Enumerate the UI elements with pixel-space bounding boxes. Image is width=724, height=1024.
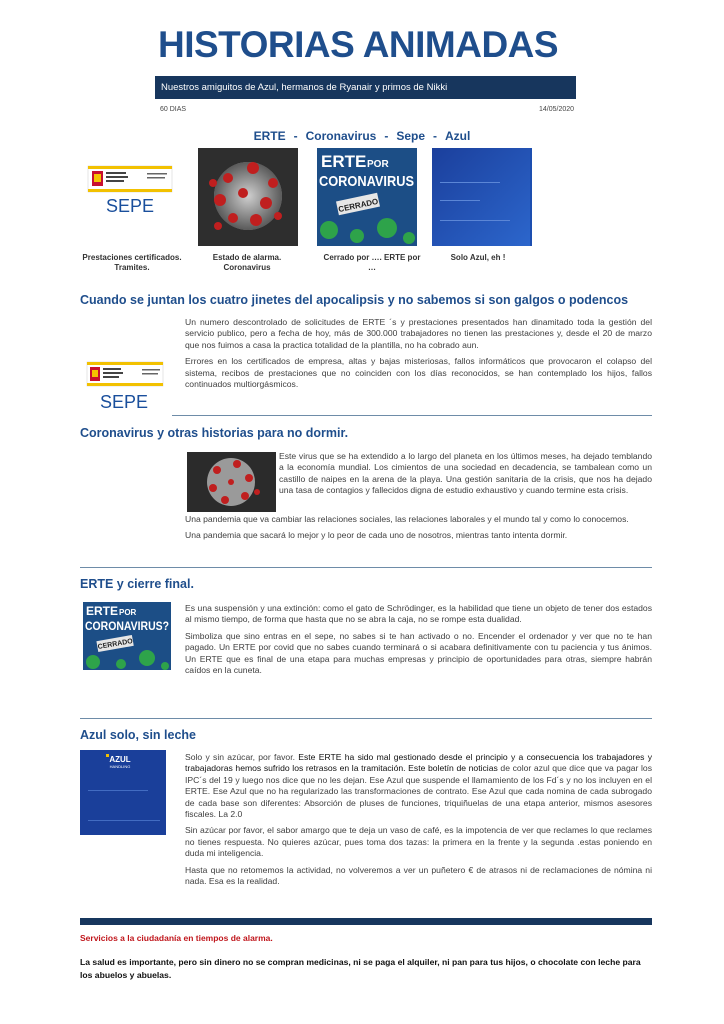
azul-article-body <box>185 752 652 892</box>
azul-paragraph-1 <box>185 752 652 820</box>
topic-sepe: Sepe <box>396 129 426 143</box>
svg-text:ERTE: ERTE <box>86 604 119 618</box>
erte-article-body <box>185 603 652 681</box>
sepe-logo-thumb <box>85 148 185 246</box>
erte-coronavirus-thumb <box>317 148 417 246</box>
coronavirus-paragraph-3: Una pandemia que sacará lo mejor y lo peor de cada uno de nosotros, mientras tanto intenta dormir. <box>185 530 568 541</box>
section-divider <box>80 718 652 719</box>
footer-alert: Servicios a la ciudadanía en tiempos de alarma. <box>80 933 273 943</box>
erte-paragraph-2: Simboliza que sino entras en el sepe, no sabes si te han activado o no. Encender el ordenador y ver que no te han pagado. Un ERTE por covid que no sabes cuando terminará o si acabara definitivamente con tu paciencia y tus ánimos. Un ERTE que es final de una etapa para muchas empresas y principio de oportunidades para otras, siempre habrán caídos en la cuneta. <box>185 630 652 676</box>
section-heading-coronavirus: Coronavirus y otras historias para no dormir. <box>80 426 349 440</box>
svg-text:CORONAVIRUS: CORONAVIRUS <box>319 173 414 190</box>
days-label: 60 DIAS <box>160 106 187 113</box>
azul-paragraph-2: Sin azúcar por favor, el sabor amargo que te deja un vaso de café, es la impotencia de ver que reclames lo que reclames no tienes respuesta. No quieres azúcar, pues toma dos tazas: la primera en la frente y la segunda .estas poniendo en duda mi inteligencia. <box>185 825 652 859</box>
azul-paragraph-1-emphasis: Este ERTE ha sido mal gestionado desde el principio y a consecuencia los trabajadores y trabajadoras hemos sufrido los retrasos en la tramitación. Este boletín de noticias <box>185 752 652 774</box>
topic-coronavirus: Coronavirus <box>305 129 377 143</box>
azul-blue-icon <box>432 148 530 246</box>
svg-text:AZUL: AZUL <box>109 755 131 764</box>
topics-strip-title <box>0 129 724 143</box>
thumb-caption-coronavirus: Estado de alarma. Coronavirus <box>212 253 282 272</box>
section-heading-sepe: Cuando se juntan los cuatro jinetes del apocalipsis y no sabemos si son galgos o podencos <box>80 293 629 307</box>
coronavirus-icon <box>198 148 298 246</box>
sepe-paragraph-2: Errores en los certificados de empresa, altas y bajas misteriosas, fallos informáticos que provocaron el colapso del sistema, recibos de prestaciones que no coinciden con los días reconocidos, se han contemplado los hijos, fallos continuados multiorgásmicos. <box>185 356 652 390</box>
coronavirus-paragraph-2: Una pandemia que va cambiar las relaciones sociales, las relaciones laborales y el mundo tal y como lo conocemos. <box>185 514 629 524</box>
tagline-bar: Nuestros amiguitos de Azul, hermanos de Ryanair y primos de Nikki <box>155 76 576 99</box>
thumb-caption-erte: Cerrado por …. ERTE por … <box>323 253 421 272</box>
coronavirus-paragraph-1: Este virus que se ha extendido a lo largo del planeta en los últimos meses, ha dejado temblando a la economía mundial. Los cimientos de una sociedad en decadencia, se tambalean como un castillo de naipes en la arena de la playa. Una gestión sanitaria de la crisis, que nos ha dejado una tasa de contagios y fallecidos digna de estudio exhaustivo y cuando termine esta crisis. <box>279 451 652 496</box>
topic-separator: - <box>433 129 438 143</box>
erte-article-image <box>83 602 171 670</box>
section-heading-erte: ERTE y cierre final. <box>80 577 194 591</box>
erte-coronavirus-icon <box>317 148 417 246</box>
footer-bar <box>80 918 652 925</box>
topic-erte: ERTE <box>253 129 286 143</box>
sepe-logo-inline <box>86 360 166 412</box>
erte-coronavirus-icon <box>83 602 171 670</box>
coronavirus-article-body <box>185 514 652 547</box>
svg-text:CERRADO: CERRADO <box>97 637 134 651</box>
date-label: 14/05/2020 <box>539 106 575 113</box>
azul-paragraph-1-lead: Solo y sin azúcar, por favor. <box>185 752 299 762</box>
coronavirus-thumb <box>198 148 298 246</box>
sepe-logo-icon <box>86 360 166 412</box>
thumb-caption-azul: Solo Azul, eh ! <box>450 253 506 262</box>
azul-article-image <box>80 750 166 835</box>
azul-paragraph-1-rest: de color azul que dice que va pagar los IPC´s del 19 y luego nos dice que no les dejan. Ese Azul que suspende el llamamiento de los Fd´s y no los incluyen en el ERTE. Ese Azul que no ha regularizado las transformaciones de contrato. Ese Azul que cada nomina de cada subrogado de cada base son diferentes: Absorción de pluses de funciones, triquiñuelas de una etapa anterior, mismos asesores fiscales. La 2.0 <box>185 763 652 820</box>
sepe-paragraph-1: Un numero descontrolado de solicitudes de ERTE ´s y prestaciones presentados han dinamitado toda la gestión del servicio publico, pero a fecha de hoy, más de 300.000 trabajadores no tienen las prestaciones y, desde el 20 de marzo que nos fuimos a casa la practica totalidad de la plantilla, no ha cobrado aun. <box>185 317 652 350</box>
sepe-logo-text: SEPE <box>99 392 149 412</box>
coronavirus-icon <box>187 452 276 512</box>
svg-text:POR: POR <box>119 608 137 617</box>
section-heading-azul: Azul solo, sin leche <box>80 728 196 742</box>
svg-text:CORONAVIRUS?: CORONAVIRUS? <box>85 619 169 633</box>
sepe-logo-text: SEPE <box>105 196 155 216</box>
svg-text:ERTE: ERTE <box>321 152 367 171</box>
footer-closing: La salud es importante, pero sin dinero no se compran medicinas, ni se paga el alquiler, ni pan para tus hijos, o chocolate con leche para los abuelos y abuelas. <box>80 957 641 980</box>
sepe-logo-icon <box>85 148 185 246</box>
section-divider <box>80 567 652 568</box>
erte-paragraph-1: Es una suspensión y una extinción: como el gato de Schrödinger, es la habilidad que tiene un objeto de tener dos estados al mismo tiempo, de forma que hasta que no se abra la caja, no se rompe esta dualidad. <box>185 603 652 625</box>
azul-handling-logo-icon <box>80 750 166 835</box>
svg-text:POR: POR <box>367 159 389 170</box>
svg-text:CERRADO: CERRADO <box>337 196 380 215</box>
topic-azul: Azul <box>445 129 471 143</box>
section-divider <box>172 415 652 416</box>
azul-blue-thumb <box>432 148 532 246</box>
coronavirus-article-intro <box>279 451 652 502</box>
topic-separator: - <box>293 129 298 143</box>
thumb-caption-sepe: Prestaciones certificados. Tramites. <box>82 253 182 272</box>
coronavirus-article-image <box>187 452 276 512</box>
svg-text:HANDLING: HANDLING <box>109 764 131 769</box>
sepe-article-body <box>185 317 652 395</box>
azul-paragraph-3: Hasta que no retomemos la actividad, no volveremos a ver un puñetero € de atrasos ni de reclamaciones de nómina ni nada. Esa es la realidad. <box>185 864 652 887</box>
topic-separator: - <box>384 129 389 143</box>
newsletter-title: HISTORIAS ANIMADAS <box>158 24 559 65</box>
